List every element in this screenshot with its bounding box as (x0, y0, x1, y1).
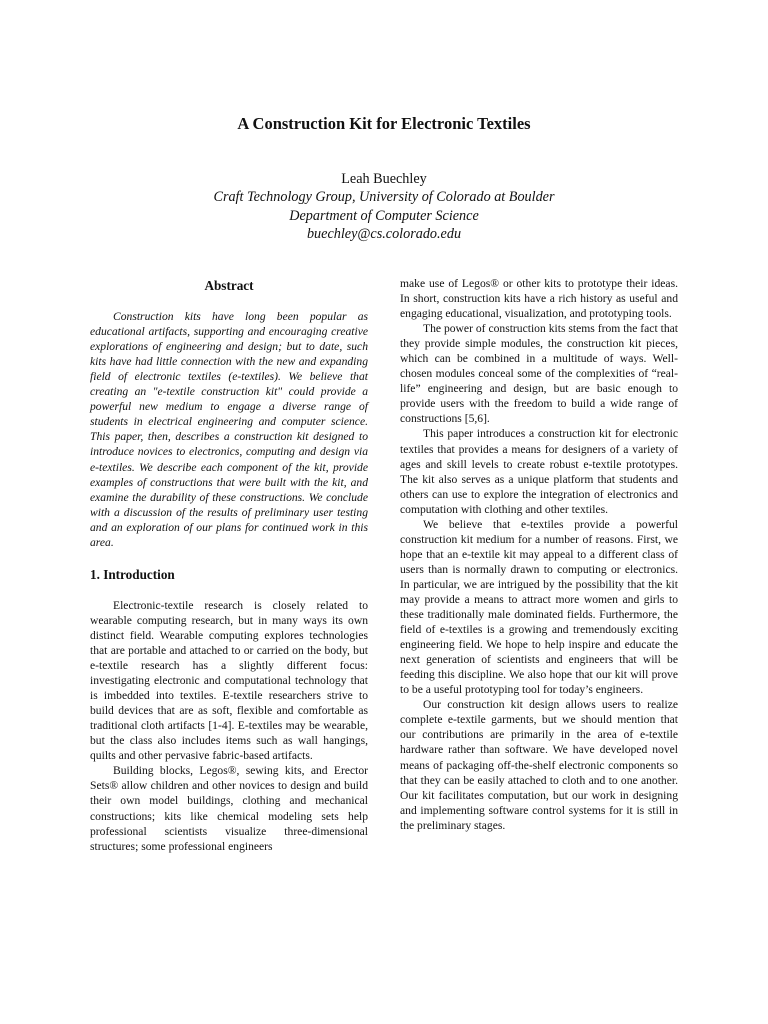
left-column (90, 276, 368, 854)
paper-title: A Construction Kit for Electronic Textiles (237, 114, 531, 133)
right-column (400, 276, 678, 833)
abstract-section (90, 278, 368, 550)
intro-paragraph-2: Building blocks, Legos®, sewing kits, and Erector Sets® allow children and other novices to design and build their own model buildings, clothing and mechanical constructions; kits like chemical modeling sets help professional scientists visualize three-dimensional structures; some professional engineers (90, 764, 368, 853)
intro-paragraph-4: This paper introduces a construction kit for electronic textiles that provides a means for designers of a variety of ages and skill levels to create robust e-textile prototypes. The kit also serves as a unique platform that students and others can use to explore the integration of electronics and computation with clothing and other textiles. (400, 427, 678, 516)
author-block (0, 170, 768, 243)
affiliation-department: Department of Computer Science (289, 207, 479, 224)
intro-paragraph-2-continued: make use of Legos® or other kits to prototype their ideas. In short, construction kits have a rich history as useful and engaging educational, visualization, and prototyping tools. (400, 277, 678, 321)
intro-paragraph-6: Our construction kit design allows users to realize complete e-textile garments, but we should mention that our contributions are primarily in the area of e-textile hardware rather than software. We have developed novel means of packaging off-the-shelf electronic components so that they can be easily attached to cloth and to one another. Our kit facilitates computation, but our work in designing and implementing software control systems for it is still in the preliminary stages. (400, 698, 678, 832)
abstract-heading: Abstract (204, 278, 254, 293)
abstract-text: Construction kits have long been popular as educational artifacts, supporting and encouraging creative explorations of engineering and design; but to date, such kits have had little connection with the new and expanding field of electronic textiles (e-textiles). We believe that creating an "e-textile construction kit" could provide a powerful new medium to engage a diverse range of students in electrical engineering and computer science. This paper, then, describes a construction kit designed to introduce novices to electronics, computing and design via e-textiles. We describe each component of the kit, provide examples of constructions that were built with the kit, and examine the durability of these constructions. We conclude with a discussion of the results of preliminary user testing and an exploration of our plans for continued work in this area. (90, 310, 368, 549)
introduction-heading: 1. Introduction (90, 566, 175, 582)
affiliation-group: Craft Technology Group, University of Colorado at Boulder (213, 189, 555, 206)
intro-paragraph-5: We believe that e-textiles provide a powerful construction kit medium for a number of reasons. First, we hope that an e-textile kit may appeal to a different class of users than is normally drawn to computing or electronics. In particular, we are intrigued by the possibility that the kit may provide a means to attract more women and girls to these traditionally male dominated fields. Furthermore, the field of e-textiles is a growing and tremendously exciting engineering field. We hope to help inspire and educate the next generation of scientists and engineers that will be feeding this discipline. We also hope that our kit will prove to be a useful prototyping tool for today’s engineers. (400, 517, 678, 697)
author-email: buechley@cs.colorado.edu (306, 225, 462, 242)
intro-paragraph-3: The power of construction kits stems from the fact that they provide simple modules, the construction kit pieces, which can be combined in a multitude of ways. Well-chosen modules conceal some of the complexities of “real-life” engineering and design, but are basic enough to provide users with the freedom to build a wide range of constructions [5,6]. (400, 322, 678, 426)
author-name: Leah Buechley (341, 171, 427, 187)
intro-paragraph-1: Electronic-textile research is closely related to wearable computing research, but in many ways its own distinct field. Wearable computing explores technologies that are portable and attached to or carried on the body, but e-textile research has a slightly different focus: investigating electronic and computational technology that is imbedded into textiles. E-textile researchers strive to build devices that are as soft, flexible and comfortable as traditional cloth artifacts [1-4]. E-textiles may be wearable, but the class also includes items such as wall hangings, quilts and other pervasive fabric-based artifacts. (90, 598, 368, 763)
